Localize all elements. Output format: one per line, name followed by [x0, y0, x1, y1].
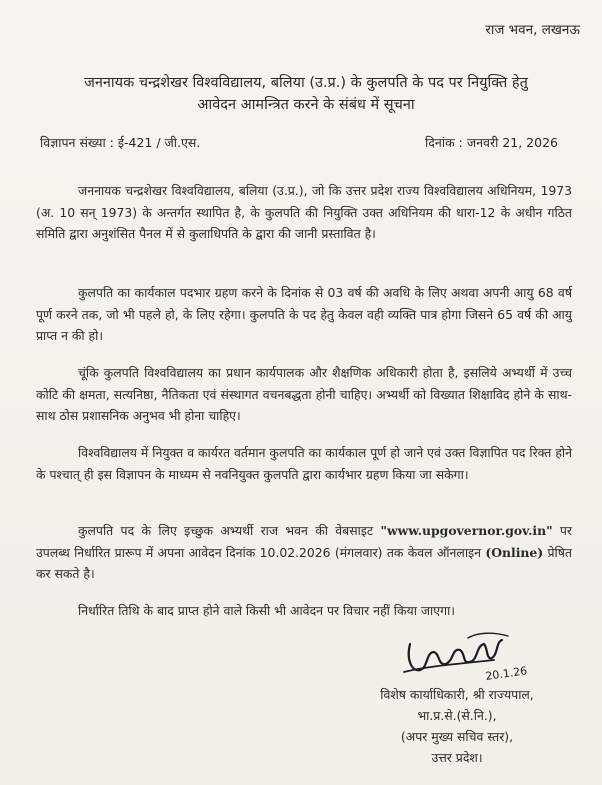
issuing-office: राज भवन, लखनऊ	[485, 22, 580, 38]
website-link[interactable]: "www.upgovernor.gov.in"	[380, 523, 553, 538]
application-text-c: प्रेषित कर सकते है।	[36, 544, 572, 581]
paragraph-deadline: निर्धारित तिथि के बाद प्राप्त होने वाले किसी भी आवेदन पर विचार नहीं किया जाएगा।	[78, 603, 455, 618]
paragraph-qualities: चूंकि कुलपति विश्वविद्यालय का प्रधान कार्यपालक और शैक्षणिक अधिकारी होता है, इसलिये अभ्यर्थी में उच्च कोटि की क्षमता, सत्यनिष्ठा, नैतिकता एवं संस्थागत वचनबद्धता होनी चाहिए। अभ्यर्थी को विख्यात शिक्षाविद होने के साथ-साथ ठोस प्रशासनिक अनुभव भी होना चाहिए।	[36, 365, 572, 423]
notice-date: दिनांक : जनवरी 21, 2026	[425, 135, 558, 150]
signatory-designation: विशेष कार्याधिकारी, श्री राज्यपाल,	[380, 687, 534, 702]
signatory-block	[352, 684, 562, 768]
handwritten-signature	[398, 630, 538, 690]
signatory-level: (अपर मुख्य सचिव स्तर),	[400, 729, 514, 744]
signature-date: 20.1.26	[484, 664, 529, 683]
paragraph-joining: विश्वविद्यालय में नियुक्त व कार्यरत वर्तमान कुलपति का कार्यकाल पूर्ण हो जाने एवं उक्त विज्ञापित पद रिक्त होने के पश्चात् ही इस विज्ञापन के माध्यम से नवनियुक्त कुलपति द्वारा कार्यभार ग्रहण किया जा सकेगा।	[36, 445, 572, 482]
paragraph-application	[36, 520, 572, 585]
signatory-service: भा.प्र.से.(से.नि.),	[417, 708, 497, 723]
application-text-b: पर उपलब्ध निर्धारित प्रारूप में अपना आवेदन दिनांक 10.02.2026 (मंगलवार) तक केवल ऑनलाइन	[36, 523, 572, 560]
notice-title	[40, 72, 572, 116]
advertisement-number: विज्ञापन संख्या : ई-421 / जी.एस.	[40, 135, 201, 150]
online-label: (Online)	[485, 544, 544, 560]
paragraph-tenure: कुलपति का कार्यकाल पदभार ग्रहण करने के दिनांक से 03 वर्ष की अवधि के लिए अथवा अपनी आयु 68 वर्ष पूर्ण करने तक, जो भी पहले हो, के लिए रहेगा। कुलपति के पद हेतु केवल वही व्यक्ति पात्र होगा जिसने 65 वर्ष की आयु प्राप्त न की हो।	[36, 285, 572, 343]
paragraph-appointment: जननायक चन्द्रशेखर विश्वविद्यालय, बलिया (उ.प्र.), जो कि उत्तर प्रदेश राज्य विश्वविद्यालय अधिनियम, 1973 (अ. 10 सन् 1973) के अन्तर्गत स्थापित है, के कुलपति की नियुक्ति उक्त अधिनियम की धारा-12 के अधीन गठित समिति द्वारा अनुशंसित पैनल में से कुलाधिपति के द्वारा की जानी प्रस्तावित है।	[36, 183, 572, 241]
signatory-state: उत्तर प्रदेश।	[431, 750, 483, 765]
title-line-2: आवेदन आमन्त्रित करने के संबंध में सूचना	[197, 97, 415, 113]
application-text-a: कुलपति पद के लिए इच्छुक अभ्यर्थी राज भवन की वेबसाइट	[78, 523, 374, 538]
title-line-1: जननायक चन्द्रशेखर विश्वविद्यालय, बलिया (उ.प्र.) के कुलपति के पद पर नियुक्ति हेतु	[84, 75, 528, 91]
